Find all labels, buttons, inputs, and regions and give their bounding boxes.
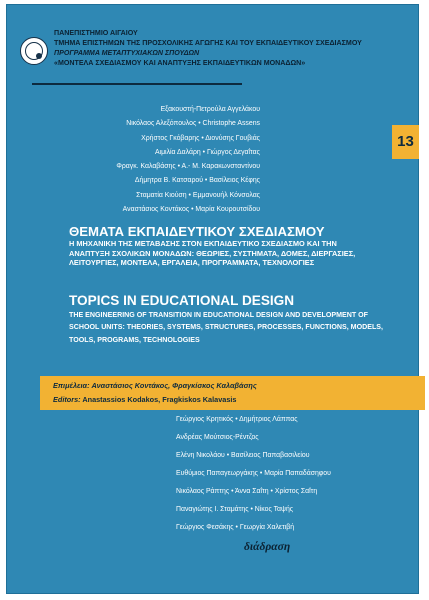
header-divider	[32, 83, 242, 85]
program-title: «ΜΟΝΤΕΛΑ ΣΧΕΔΙΑΣΜΟΥ ΚΑΙ ΑΝΑΠΤΥΞΗΣ ΕΚΠΑΙΔΕΥΤΙΚΩΝ ΜΟΝΑΔΩΝ»	[54, 59, 306, 67]
editors-english-label: Editors:	[53, 395, 81, 404]
author-line: Ανδρέας Μούτσιος-Ρέντζος	[176, 434, 259, 441]
editors-band	[40, 376, 425, 410]
author-line: Νικόλαος Ράπτης • Άννα Σαΐτη • Χρίστος Σαΐτη	[176, 488, 318, 495]
university-name: ΠΑΝΕΠΙΣΤΗΜΙΟ ΑΙΓΑΙΟΥ	[54, 29, 138, 37]
subtitle-english: THE ENGINEERING OF TRANSITION IN EDUCATIONAL DESIGN AND DEVELOPMENT OF SCHOOL UNITS: THEORIES, SYSTEMS, STRUCTURES, PROCESSES, FUNCTIONS, MODELS, TOOLS, PROGRAMS, TECHNOLOGIES	[69, 311, 383, 344]
author-line: Νικόλαος Αλεξόπουλος • Christophe Assens	[126, 120, 260, 128]
university-header	[20, 17, 420, 87]
author-line: Χρήστος Γκόβαρης • Διονύσης Γουβιάς	[141, 134, 260, 142]
program-name: ΠΡΟΓΡΑΜΜΑ ΜΕΤΑΠΤΥΧΙΑΚΩΝ ΣΠΟΥΔΩΝ	[54, 49, 200, 57]
publisher-logo: διάδραση	[244, 541, 291, 553]
author-line: Ευθύμιος Παπαγεωργάκης • Μαρία Παπαδάσηφου	[176, 470, 331, 477]
author-line: Εξακουστή-Πετρούλα Αγγελάκου	[160, 106, 260, 113]
author-line: Γεώργιος Φεσάκης • Γεωργία Χαλετιβή	[176, 524, 295, 531]
title-english: TOPICS IN EDUCATIONAL DESIGN	[69, 293, 295, 308]
author-line: Γεώργιος Κρητικός • Δημήτριος Λάππας	[176, 416, 298, 423]
author-line: Αναστάσιος Κοντάκος • Μαρία Κουρουτσίδου	[122, 206, 260, 214]
editors-english	[53, 395, 236, 404]
book-cover	[6, 4, 419, 594]
editors-english-names: Anastassios Kodakos, Fragkiskos Kalavasis	[82, 395, 237, 404]
author-line: Αιμιλία Δαλάρη • Γιώργος Δεγαΐτας	[154, 148, 260, 156]
author-line: Φραγκ. Καλαβάσης • Α.- Μ. Καρακωνσταντίνου	[116, 163, 260, 171]
university-seal-icon	[20, 37, 48, 65]
authors-list-top	[90, 103, 260, 217]
title-greek: ΘΕΜΑΤΑ ΕΚΠΑΙΔΕΥΤΙΚΟΥ ΣΧΕΔΙΑΣΜΟΥ	[69, 224, 325, 239]
author-line: Ελένη Νικολάου • Βασίλειος Παπαβασιλείου	[176, 452, 310, 459]
editors-greek	[53, 381, 257, 390]
editors-greek-names: Αναστάσιος Κοντάκος, Φραγκίσκος Καλαβάσης	[91, 381, 257, 390]
department-name: ΤΜΗΜΑ ΕΠΙΣΤΗΜΩΝ ΤΗΣ ΠΡΟΣΧΟΛΙΚΗΣ ΑΓΩΓΗΣ ΚΑΙ ΤΟΥ ΕΚΠΑΙΔΕΥΤΙΚΟΥ ΣΧΕΔΙΑΣΜΟΥ	[54, 39, 362, 47]
subtitle-greek: Η ΜΗΧΑΝΙΚΗ ΤΗΣ ΜΕΤΑΒΑΣΗΣ ΣΤΟΝ ΕΚΠΑΙΔΕΥΤΙΚΟ ΣΧΕΔΙΑΣΜΟ ΚΑΙ ΤΗΝ ΑΝΑΠΤΥΞΗ ΣΧΟΛΙΚΩΝ ΜΟΝΑΔΩΝ: ΘΕΩΡΙΕΣ, ΣΥΣΤΗΜΑΤΑ, ΔΟΜΕΣ, ΔΙΕΡΓΑΣΙΕΣ, ΛΕΙΤΟΥΡΓΙΕΣ, ΜΟΝΤΕΛΑ, ΕΡΓΑΛΕΙΑ, ΠΡΟΓΡΑΜΜΑΤΑ, ΤΕΧΝΟΛΟΓΙΕΣ	[69, 239, 356, 268]
volume-number-badge: 13	[392, 125, 419, 159]
editors-greek-label: Επιμέλεια:	[53, 381, 90, 390]
authors-list-bottom	[176, 411, 396, 537]
author-line: Δήμητρα Β. Κατσαρού • Βασίλειος Κέφης	[134, 177, 260, 185]
author-line: Σταματία Κιούση • Εμμανουήλ Κόνσολας	[136, 191, 260, 199]
author-line: Παναγιώτης Ι. Σταμάτης • Νίκος Ταψής	[176, 506, 294, 513]
